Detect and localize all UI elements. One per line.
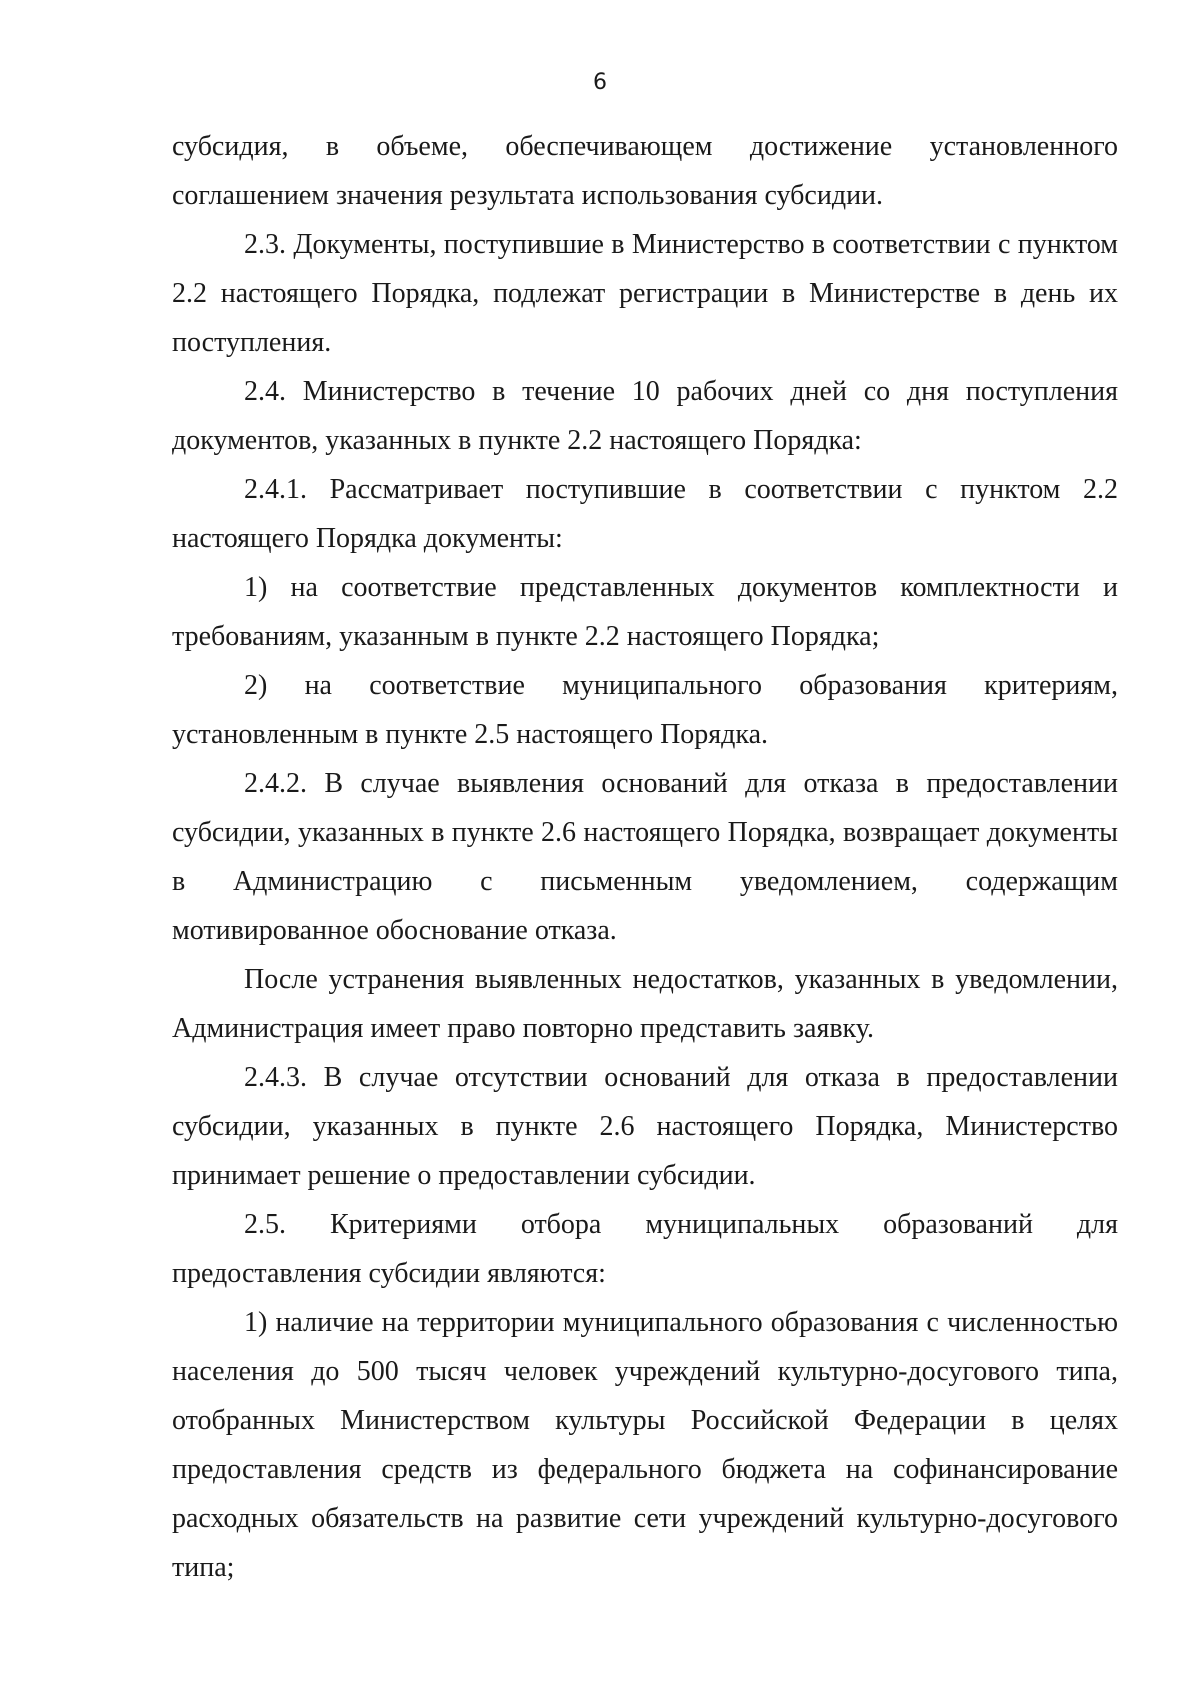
- document-body: [172, 122, 1118, 1592]
- paragraph-continuation: субсидия, в объеме, обеспечивающем достижение установленного соглашением значения результата использования субсидии.: [172, 131, 1118, 211]
- paragraph-2-5: 2.5. Критериями отбора муниципальных образований для предоставления субсидии являются:: [172, 1209, 1118, 1289]
- paragraph-2-4-3: 2.4.3. В случае отсутствии оснований для отказа в предоставлении субсидии, указанных в пункте 2.6 настоящего Порядка, Министерство принимает решение о предоставлении субсидии.: [172, 1062, 1118, 1191]
- paragraph-2-4-1-item-1: 1) на соответствие представленных документов комплектности и требованиям, указанным в пункте 2.2 настоящего Порядка;: [172, 572, 1118, 652]
- paragraph-resubmission: После устранения выявленных недостатков, указанных в уведомлении, Администрация имеет право повторно представить заявку.: [172, 964, 1118, 1044]
- paragraph-2-5-item-1: 1) наличие на территории муниципального образования с численностью населения до 500 тысяч человек учреждений культурно-досугового типа, отобранных Министерством культуры Российской Федерации в целях предоставления средств из федерального бюджета на софинансирование расходных обязательств на развитие сети учреждений культурно-досугового типа;: [172, 1307, 1118, 1583]
- paragraph-2-4-1-item-2: 2) на соответствие муниципального образования критериям, установленным в пункте 2.5 настоящего Порядка.: [172, 670, 1118, 750]
- paragraph-2-4: 2.4. Министерство в течение 10 рабочих дней со дня поступления документов, указанных в пункте 2.2 настоящего Порядка:: [172, 376, 1118, 456]
- paragraph-2-4-1: 2.4.1. Рассматривает поступившие в соответствии с пунктом 2.2 настоящего Порядка документы:: [172, 474, 1118, 554]
- paragraph-2-3: 2.3. Документы, поступившие в Министерство в соответствии с пунктом 2.2 настоящего Порядка, подлежат регистрации в Министерстве в день их поступления.: [172, 229, 1118, 358]
- paragraph-2-4-2: 2.4.2. В случае выявления оснований для отказа в предоставлении субсидии, указанных в пункте 2.6 настоящего Порядка, возвращает документы в Администрацию с письменным уведомлением, содержащим мотивированное обоснование отказа.: [172, 768, 1118, 946]
- page-number: 6: [593, 70, 607, 95]
